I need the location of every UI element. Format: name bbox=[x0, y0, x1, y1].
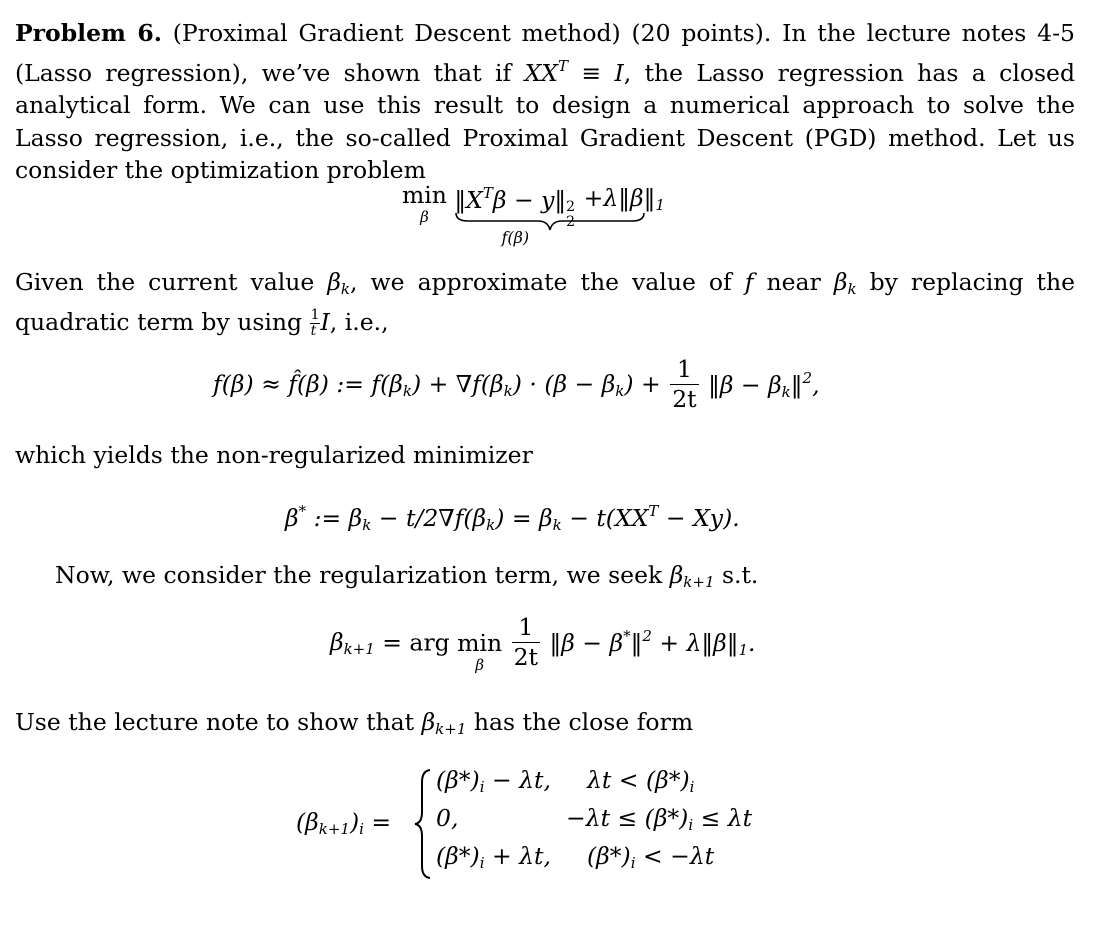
taylor-approximation-equation: f(β) ≈ f̂(β) := $f(\beta_k) + \nabla f(\beta_k) \cdot (\beta - \beta_k)$ + $\frac{1}{2t}$ ‖β − $\beta_k‖^2$, bbox=[213, 355, 820, 413]
one-over-t-fraction: $\frac{1}{t}$ bbox=[310, 306, 320, 339]
equiv-symbol: ≡ bbox=[568, 58, 615, 87]
f-beta-label: f(β) bbox=[501, 228, 530, 247]
argmin-operator: min β bbox=[457, 629, 503, 674]
case-value-3: $(\beta*)_i + \lambda t$, bbox=[436, 842, 551, 872]
problem-statement bbox=[15, 17, 1075, 187]
case-condition-3: $(\beta*)_i < -\lambda t$ bbox=[587, 842, 715, 872]
min-operator: min β bbox=[402, 181, 447, 226]
one-over-2t-fraction: $\frac{1}{2t}$ bbox=[513, 613, 539, 671]
underbrace-icon bbox=[454, 211, 646, 233]
problem-intro: , the Lasso regression has a closed analytical form. We can use this result to design a numerical approach to solve the Lasso regression, i.e., the so-called Proximal Gradient Descent (PGD) method. Let us consider the optimization problem bbox=[15, 58, 1075, 184]
underbrace-term: $‖X^T\beta$ − y‖ 2 2 f(β) bbox=[454, 184, 576, 247]
case-condition-1: $\lambda t < (\beta*)_i$ bbox=[587, 766, 695, 796]
one-over-2t-fraction: $\frac{1}{2t}$ bbox=[672, 355, 697, 413]
problem-heading: Problem 6. bbox=[15, 19, 162, 47]
case-value-1: $(\beta*)_i - \lambda t$, bbox=[436, 766, 551, 796]
piecewise-lhs: $(\beta_{k+1})_i$ = bbox=[296, 808, 392, 838]
proximal-step-equation: $\beta_{k+1}$ = arg min β $\frac{1}{2t}$ ‖β − β*‖$^2$ + $\lambda‖\beta‖_1$. bbox=[330, 613, 756, 674]
regularization-paragraph: Now, we consider the regularization term, we seek $\beta_{k+1}$ s.t. bbox=[55, 561, 759, 591]
case-condition-2: $-\lambda t \le (\beta*)_i \le \lambda t$ bbox=[566, 804, 753, 834]
problem-title: (Proximal Gradient Descent method) (20 points). In the lecture notes 4-5 (Lasso regression), we’ve shown that if bbox=[15, 19, 1075, 87]
soft-threshold-equation bbox=[296, 766, 816, 882]
approximation-paragraph: Given the current value $\beta_k$, we approximate the value of f near $\beta_k$ by replacing the quadratic term by using $\frac{1}{t}$ I, i.e., bbox=[15, 268, 1075, 339]
closed-form-paragraph: Use the lecture note to show that $\beta_{k+1}$ has the close form bbox=[15, 708, 694, 738]
unregularized-minimizer-equation: β* := $\beta_k - t/2\nabla f(\beta_k) = \beta_k - t(XX^T - Xy)$. bbox=[285, 502, 740, 534]
optimization-problem-equation: min β $‖X^T\beta$ − y‖ 2 2 f(β) $+\lambda‖\beta‖_1$ bbox=[402, 181, 665, 247]
transpose-sup: T bbox=[558, 56, 569, 75]
minimizer-paragraph: which yields the non-regularized minimizer bbox=[15, 441, 533, 469]
case-value-2: 0, bbox=[436, 804, 459, 832]
identity-symbol: I bbox=[614, 58, 624, 87]
left-brace-icon bbox=[413, 768, 433, 880]
xxt-symbol: XX bbox=[524, 58, 559, 87]
